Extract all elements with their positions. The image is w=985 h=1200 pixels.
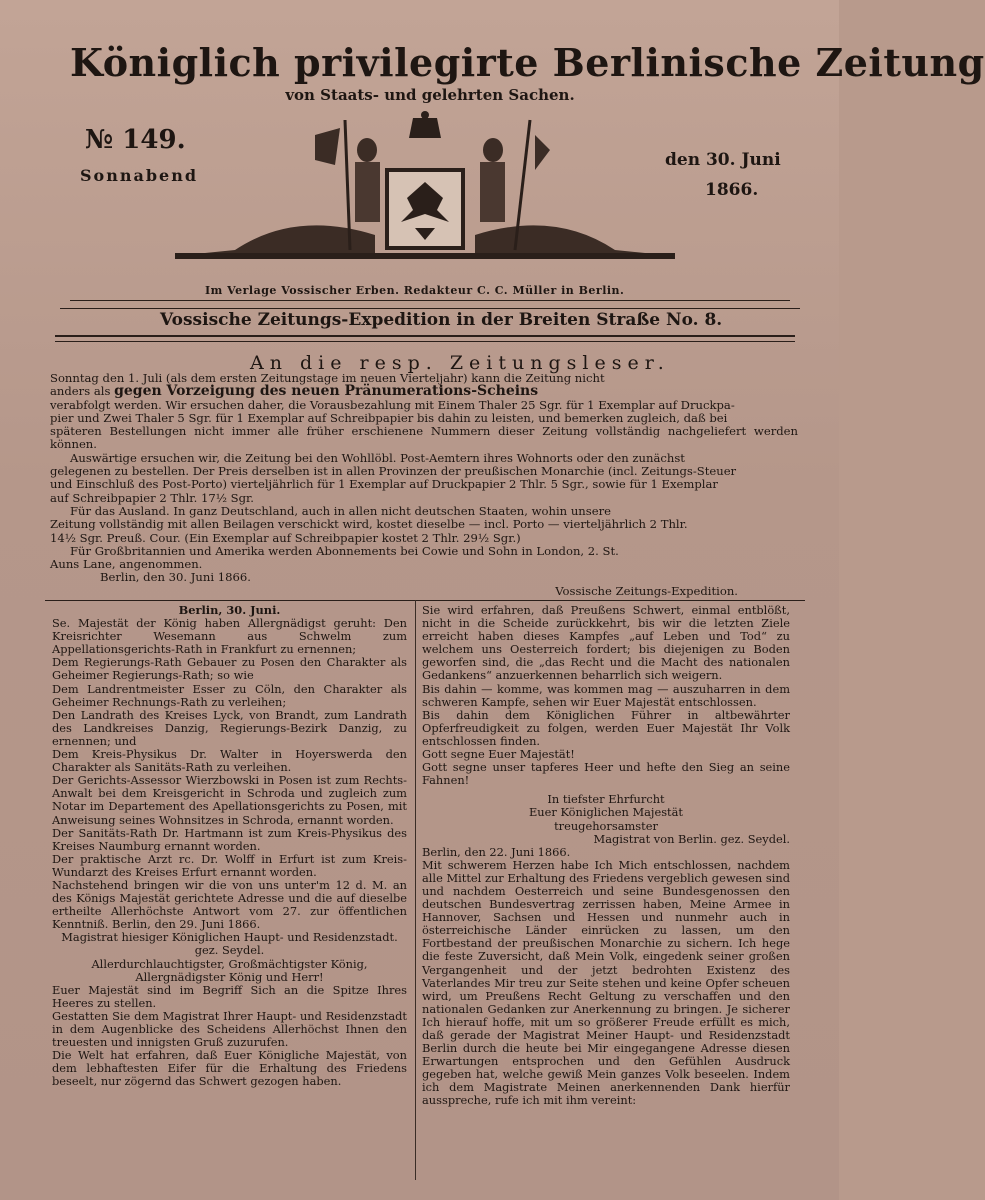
paragraph: Gott segne unser tapferes Heer und hefte den Sieg an seine Fahnen! xyxy=(422,760,790,788)
notice-line: Auswärtige ersuchen wir, die Zeitung bei den Wohllöbl. Post-Aemtern ihres Wohnorts oder den zunächst xyxy=(70,450,685,465)
paragraph: Gestatten Sie dem Magistrat Ihrer Haupt- und Residenzstadt in dem Augenblicke des Scheidens Allerhöchst Ihnen den treuesten und innigsten Gruß zuzurufen. xyxy=(52,1008,407,1050)
paragraph: Sie wird erfahren, daß Preußens Schwert, einmal entblößt, nicht in die Scheide zurückkehrt, bis wir die letzten Ziele erreicht haben dieses Kampfes „auf Leben und Tod“ zu welchem uns Oesterreich fordert; bis diejenigen zu Boden geworfen sind, die „das Recht und die Macht des nationalen Gedankens“ anzuerkennen beharrlich sich weigern. xyxy=(422,603,790,683)
paragraph: Dem Regierungs-Rath Gebauer zu Posen den Charakter als Geheimer Regierungs-Rath; so wie xyxy=(52,655,407,683)
closing: Euer Königlichen Majestät xyxy=(528,805,683,820)
paragraph: Der praktische Arzt rc. Dr. Wolff in Erfurt ist zum Kreis-Wundarzt des Kreises Erfurt ernannt worden. xyxy=(52,851,407,879)
issue-number: № 149. xyxy=(85,125,186,155)
notice-line: 14½ Sgr. Preuß. Cour. (Ein Exemplar auf Schreibpapier kostet 2 Thlr. 29½ Sgr.) xyxy=(50,530,521,545)
imprint: Im Verlage Vossischer Erben. Redakteur C. C. Müller in Berlin. xyxy=(205,284,625,297)
notice-line: pier und Zwei Thaler 5 Sgr. für 1 Exemplar auf Schreibpapier bis dahin zu leisten, und bemerken zugleich, daß bei xyxy=(50,410,728,425)
notice-line: auf Schreibpapier 2 Thlr. 17½ Sgr. xyxy=(50,490,254,505)
newspaper-subtitle: von Staats- und gelehrten Sachen. xyxy=(285,86,575,104)
notice-line: verabfolgt werden. Wir ersuchen daher, die Vorausbezahlung mit Einem Thaler 25 Sgr. für 1 Exemplar auf Druckpa- xyxy=(50,397,735,412)
signature: gez. Seydel. xyxy=(194,943,265,958)
expedition-address: Vossische Zeitungs-Expedition in der Breiten Straße No. 8. xyxy=(160,310,723,330)
notice-line: Zeitung vollständig mit allen Beilagen verschickt wird, kostet dieselbe — incl. Porto — vierteljährlich 2 Thlr. xyxy=(50,517,688,532)
paragraph: Der Gerichts-Assessor Wierzbowski in Posen ist zum Rechts-Anwalt bei dem Kreisgericht in Schroda und zugleich zum Notar im Departement des Apellationsgerichts zu Posen, mit Anweisung seines Wohnsitzes in Schroda, ernannt worden. xyxy=(52,773,407,827)
coat-of-arms-icon xyxy=(175,110,675,280)
notice-line: Auns Lane, angenommen. xyxy=(50,557,203,572)
paragraph: Dem Landrentmeister Esser zu Cöln, den Charakter als Geheimer Rechnungs-Rath zu verleihen; xyxy=(52,681,407,709)
notice-line: gelegenen zu bestellen. Der Preis derselben ist in allen Provinzen der preußischen Monarchie (incl. Zeitungs-Steuer xyxy=(50,464,737,479)
paragraph: Mit schwerem Herzen habe Ich Mich entschlossen, nachdem alle Mittel zur Erhaltung des Friedens vergeblich gewesen sind und nachdem Oesterreich und seine Bundesgenossen den deutschen Bundesvertrag zerrissen haben, Meine Armee in Hannover, Sachsen und Hessen und nunmehr auch in österreichische Länder einrücken zu lassen, um den Fortbestand der preußischen Monarchie zu sichern. Ich hege die feste Zuversicht, daß Mein Volk, eingedenk seiner großen Vergangenheit und der jetzt bedrohten Existenz des Vaterlandes Mir treu zur Seite stehen und keine Opfer scheuen wird, um Preußens Recht Geltung zu verschaffen und den nationalen Gedanken zur Anerkennung zu bringen. Je sicherer Ich hierauf hoffe, mit um so größerer Freude erfüllt es mich, daß gerade der Magistrat Meiner Haupt- und Residenzstadt Berlin durch die heute bei Mir eingegangene Adresse diesen Erwartungen entsprochen und den Gefühlen Ausdruck gegeben hat, welche gewiß Mein ganzes Volk beseelen. Indem ich dem Magistrate Meinen anerkennenden Dank hierfür ausspreche, rufe ich mit ihm vereint: xyxy=(422,857,790,1108)
notice-signature: Vossische Zeitungs-Expedition. xyxy=(555,583,738,598)
paragraph: Bis dahin — komme, was kommen mag — auszuharren in dem schweren Kampfe, sehen wir Euer Majestät entschlossen. xyxy=(422,681,790,709)
closing: treugehorsamster xyxy=(554,818,658,833)
notice-line: Für das Ausland. In ganz Deutschland, auch in allen nicht deutschen Staaten, wohin unsere xyxy=(70,503,611,518)
notice-title: An die resp. Zeitungsleser. xyxy=(250,352,670,374)
paragraph: Der Sanitäts-Rath Dr. Hartmann ist zum Kreis-Physikus des Kreises Naumburg ernannt worden. xyxy=(52,825,407,853)
signature: Magistrat von Berlin. gez. Seydel. xyxy=(593,831,790,846)
subscription-notice xyxy=(50,372,798,598)
paragraph: Den Landrath des Kreises Lyck, von Brandt, zum Landrath des Landkreises Danzig, Regierungs-Bezirk Danzig, zu ernennen; und xyxy=(52,707,407,748)
column-divider xyxy=(415,600,416,1180)
closing: In tiefster Ehrfurcht xyxy=(547,792,665,807)
paragraph: Bis dahin dem Königlichen Führer in altbewährter Opferfreudigkeit zu folgen, werden Euer Majestät Ihr Volk entschlossen finden. xyxy=(422,707,790,748)
notice-line: Für Großbritannien und Amerika werden Abonnements bei Cowie und Sohn in London, 2. St. xyxy=(70,543,619,558)
paragraph: Se. Majestät der König haben Allergnädigst geruht: Den Kreisrichter Wesemann aus Schwelm zum Appellationsgerichts-Rath in Frankfurt zu ernennen; xyxy=(52,616,407,657)
paragraph: Magistrat hiesiger Königlichen Haupt- und Residenzstadt. xyxy=(61,930,398,945)
left-column xyxy=(52,604,407,1088)
weekday: Sonnabend xyxy=(80,166,199,185)
issue-date: den 30. Juni xyxy=(665,150,781,170)
notice-line: anders als gegen Vorzeigung des neuen Pränumerations-Scheins xyxy=(50,383,539,400)
paragraph: Die Welt hat erfahren, daß Euer Königliche Majestät, von dem lebhaftesten Eifer für die Erhaltung des Friedens beseelt, nur zögernd das Schwert gezogen haben. xyxy=(52,1048,407,1089)
paragraph: Nachstehend bringen wir die von uns unter'm 12 d. M. an des Königs Majestät gerichtete Adresse und die auf dieselbe ertheilte Allerhöchste Antwort vom 27. zur öffentlichen Kenntniß. Berlin, den 29. Juni 1866. xyxy=(52,877,407,932)
issue-year: 1866. xyxy=(705,180,759,200)
dateline: Berlin, 30. Juni. xyxy=(178,603,281,617)
dateline: Berlin, den 22. Juni 1866. xyxy=(422,844,571,859)
notice-line: Berlin, den 30. Juni 1866. xyxy=(100,570,251,585)
notice-line: späteren Bestellungen nicht immer alle früher erschienene Nummern dieser Zeitung vollständig nachgeliefert werden können. xyxy=(50,424,798,452)
salutation: Allerdurchlauchtigster, Großmächtigster König, Allergnädigster König und Herr! xyxy=(91,956,368,984)
newspaper-title: Königlich privilegirte Berlinische Zeitung xyxy=(70,40,985,85)
paragraph: Gott segne Euer Majestät! xyxy=(422,747,575,762)
notice-line: Sonntag den 1. Juli (als dem ersten Zeitungstage im neuen Vierteljahr) kann die Zeitung nicht xyxy=(50,371,605,385)
notice-line: und Einschluß des Post-Porto) vierteljährlich für 1 Exemplar auf Druckpapier 2 Thlr. 5 Sgr., sowie für 1 Exemplar xyxy=(50,477,718,492)
right-column xyxy=(422,604,790,1108)
paragraph: Euer Majestät sind im Begriff Sich an die Spitze Ihres Heeres zu stellen. xyxy=(52,982,407,1010)
paragraph: Dem Kreis-Physikus Dr. Walter in Hoyerswerda den Charakter als Sanitäts-Rath zu verleihen. xyxy=(52,747,407,775)
